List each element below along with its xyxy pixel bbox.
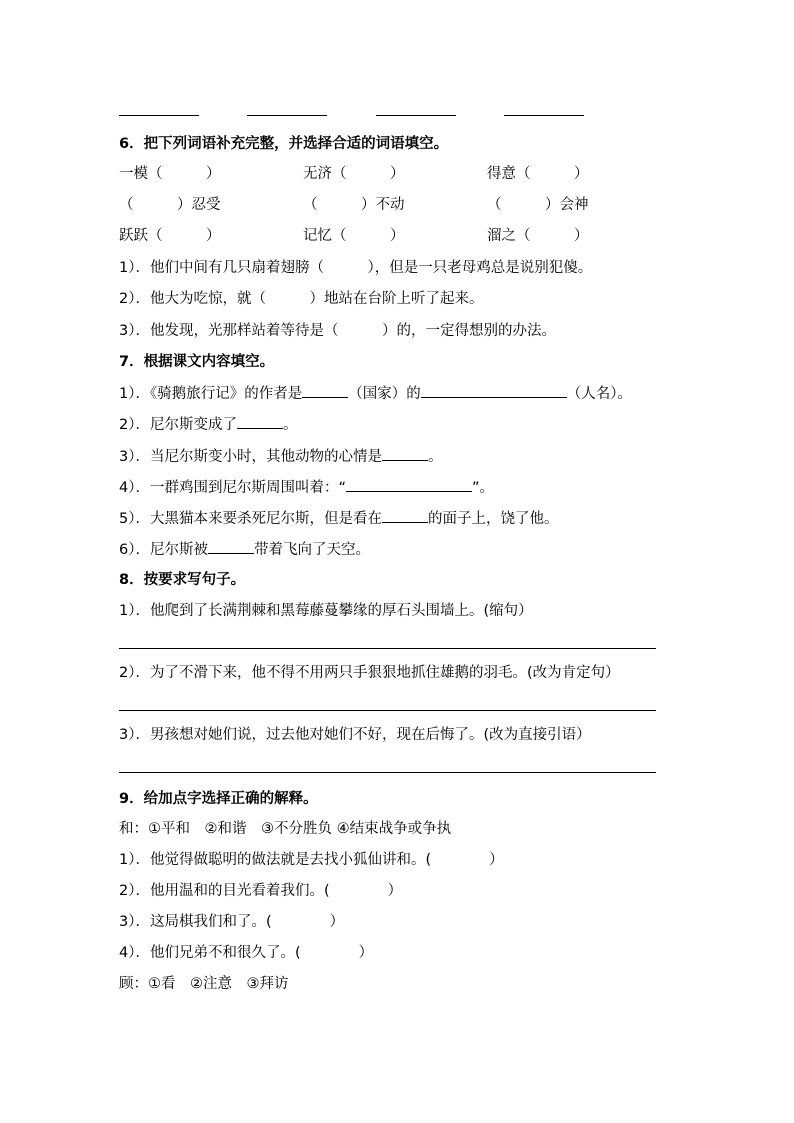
answer-line[interactable] — [119, 648, 656, 649]
q7-text: 。 — [282, 417, 298, 433]
q7-text: 的面子上，饶了他。 — [427, 511, 559, 527]
q9-he-options: 和：①平和 ②和谐 ③不分胜负 ④结束战争或争执 — [119, 821, 452, 837]
answer-line[interactable] — [376, 115, 456, 116]
fill-blank[interactable] — [302, 383, 348, 398]
q6-word-cell[interactable]: 一模（ ） — [119, 166, 221, 182]
q7-item-4 — [119, 477, 494, 498]
q7-text: （人名）。 — [566, 386, 632, 402]
q6-word-cell[interactable]: （ ）不动 — [303, 197, 405, 213]
q7-item-5 — [119, 508, 558, 529]
q6-word-cell[interactable]: 得意（ ） — [487, 166, 589, 182]
q9-item[interactable]: 2）．他用温和的目光看着我们。( ） — [119, 883, 403, 899]
q8-item: 2）．为了不滑下来，他不得不用两只手狠狠地抓住雄鹅的羽毛。(改为肯定句） — [119, 665, 620, 681]
answer-line[interactable] — [119, 710, 656, 711]
q6-item[interactable]: 2）．他大为吃惊，就（ ）地站在台阶上听了起来。 — [119, 291, 484, 307]
fill-blank[interactable] — [208, 539, 254, 554]
q7-item-3 — [119, 446, 442, 467]
fill-blank[interactable] — [237, 414, 283, 429]
q7-text: 5）．大黑猫本来要杀死尼尔斯，但是看在 — [119, 511, 382, 527]
q9-title: 9．给加点字选择正确的解释。 — [119, 791, 318, 807]
fill-blank[interactable] — [346, 477, 472, 492]
q6-word-cell[interactable]: （ ）忍受 — [119, 197, 221, 213]
q8-title: 8．按要求写句子。 — [119, 572, 246, 588]
q9-item[interactable]: 4）．他们兄弟不和很久了。( ） — [119, 945, 374, 961]
q7-text: 4）．一群鸡围到尼尔斯周围叫着：“ — [119, 480, 346, 496]
fill-blank[interactable] — [421, 383, 567, 398]
q9-item[interactable]: 1）．他觉得做聪明的做法就是去找小狐仙讲和。( ） — [119, 852, 504, 868]
fill-blank[interactable] — [382, 508, 428, 523]
answer-line[interactable] — [504, 115, 584, 116]
q7-text: 1）．《骑鹅旅行记》的作者是 — [119, 386, 303, 402]
q7-item-1 — [119, 383, 632, 404]
q7-text: （国家）的 — [348, 386, 421, 402]
q7-text: 3）．当尼尔斯变小时，其他动物的心情是 — [119, 449, 382, 465]
q7-item-2 — [119, 414, 297, 435]
answer-line[interactable] — [119, 115, 199, 116]
q6-item[interactable]: 1）．他们中间有几只扇着翅膀（ ），但是一只老母鸡总是说别犯傻。 — [119, 260, 593, 276]
q6-word-cell[interactable]: 无济（ ） — [303, 166, 405, 182]
q9-gu-options: 顾：①看 ②注意 ③拜访 — [119, 976, 289, 992]
q9-item[interactable]: 3）．这局棋我们和了。( ） — [119, 914, 345, 930]
q6-word-cell[interactable]: 溜之（ ） — [487, 228, 589, 244]
q7-text: 。 — [427, 449, 443, 465]
q8-item: 1）．他爬到了长满荆棘和黑莓藤蔓攀缘的厚石头围墙上。(缩句） — [119, 603, 533, 619]
q7-text: 6）．尼尔斯被 — [119, 542, 208, 558]
answer-line[interactable] — [119, 772, 656, 773]
q6-word-cell[interactable]: 记忆（ ） — [303, 228, 405, 244]
q6-word-cell[interactable]: （ ）会神 — [487, 197, 589, 213]
q7-text: ”。 — [472, 480, 495, 496]
q8-item: 3）．男孩想对她们说，过去他对她们不好，现在后悔了。(改为直接引语） — [119, 727, 591, 743]
q7-item-6 — [119, 539, 370, 560]
q7-title: 7．根据课文内容填空。 — [119, 354, 275, 370]
q7-text: 带着飞向了天空。 — [253, 542, 370, 558]
fill-blank[interactable] — [382, 446, 428, 461]
q6-title: 6．把下列词语补充完整，并选择合适的词语填空。 — [119, 136, 449, 152]
q7-text: 2）．尼尔斯变成了 — [119, 417, 237, 433]
q6-word-cell[interactable]: 跃跃（ ） — [119, 228, 221, 244]
q6-item[interactable]: 3）．他发现，光那样站着等待是（ ）的，一定得想别的办法。 — [119, 323, 556, 339]
answer-line[interactable] — [247, 115, 327, 116]
